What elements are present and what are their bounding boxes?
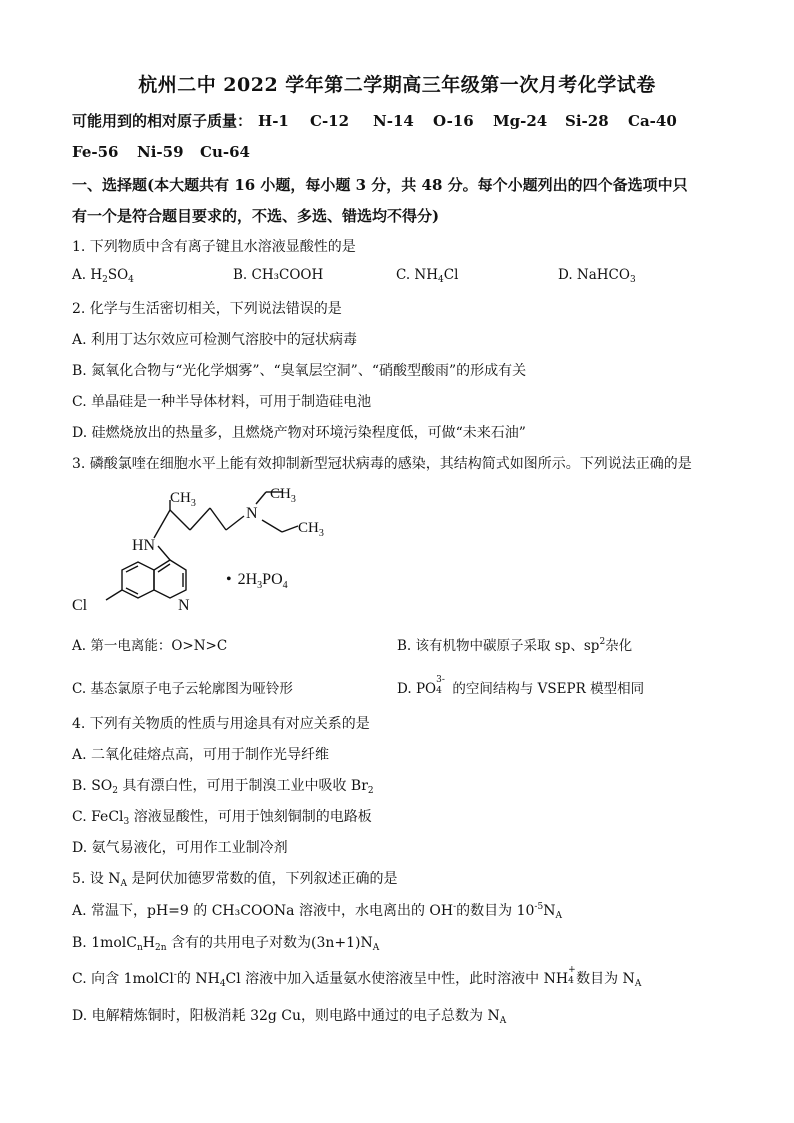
atomic-mass-row-1 — [72, 110, 677, 131]
question-5-option-b: B. $1molC_nH_{2n}$ 含有的共用电子对数为$(3n+1)N_A$ — [72, 935, 380, 953]
question-5-option-d: D. 电解精炼铜时，阳极消耗 32g Cu，则电路中通过的电子总数为 $N_A$ — [72, 1008, 507, 1026]
question-3-option-c: C. 基态氯原子电子云轮廓图为哑铃形 — [72, 681, 293, 697]
atomic-mass-label: 可能用到的相对原子质量： — [72, 112, 253, 130]
chlorine-label: Cl — [72, 597, 88, 614]
question-4-stem: 4. 下列有关物质的性质与用途具有对应关系的是 — [72, 716, 370, 732]
question-3-option-a: A. 第一电离能：O>N>C — [72, 638, 228, 654]
mass-ca: Ca-40 — [628, 112, 677, 130]
question-3-option-d: D. PO 3- 4 的空间结构与 VSEPR 模型相同 — [397, 675, 645, 697]
mass-si: Si-28 — [565, 112, 609, 130]
chloroquine-phosphate-structure — [66, 482, 366, 622]
question-1-option-c: C. $NH_4Cl$ — [396, 267, 459, 285]
question-4-option-c: C. FeCl$_3$ 溶液显酸性，可用于蚀刻铜制的电路板 — [72, 809, 372, 827]
question-5-option-a: A. 常温下，pH=9 的 CH₃COONa 溶液中，水电离出的 OH-的数目为 $10^{-5}N_A$ — [72, 902, 562, 921]
phosphate-salt-label: • $2H_3PO_4$ — [226, 571, 288, 591]
question-4-option-b: B. $SO_2$ 具有漂白性，可用于制溴工业中吸收 $Br_2$ — [72, 778, 374, 796]
question-4-option-a: A. 二氧化硅熔点高，可用于制作光导纤维 — [72, 747, 330, 763]
section-header-line-1: 一、选择题(本大题共有 16 小题，每小题 3 分，共 48 分。每个小题列出的四个备选项中只 — [72, 176, 688, 194]
mass-n: N-14 — [373, 112, 414, 130]
mass-c: C-12 — [310, 112, 350, 130]
question-1-option-a: A. $H_2SO_4$ — [72, 267, 134, 285]
mass-o: O-16 — [433, 112, 474, 130]
question-1-stem: 1. 下列物质中含有离子键且水溶液显酸性的是 — [72, 239, 356, 255]
question-4-option-d: D. 氨气易液化，可用作工业制冷剂 — [72, 840, 288, 856]
methyl-top-label: $CH_3$ — [170, 490, 196, 509]
question-1-option-b: B. CH₃COOH — [233, 267, 324, 283]
secondary-amine-hn-label: HN — [132, 537, 156, 554]
mass-cu: Cu-64 — [200, 143, 250, 161]
methyl-right-label: $CH_3$ — [298, 520, 324, 539]
mass-fe: Fe-56 — [72, 143, 119, 161]
mass-mg: Mg-24 — [493, 112, 548, 130]
atomic-mass-row-2 — [72, 143, 250, 161]
mass-h: H-1 — [258, 112, 289, 130]
question-2-option-a: A. 利用丁达尔效应可检测气溶胶中的冠状病毒 — [72, 332, 358, 348]
question-2-option-d: D. 硅燃烧放出的热量多，且燃烧产物对环境污染程度低，可做“未来石油” — [72, 425, 526, 441]
question-2-stem: 2. 化学与生活密切相关，下列说法错误的是 — [72, 301, 342, 317]
question-3-option-b: B. 该有机物中碳原子采取 sp、$sp^2$杂化 — [397, 637, 633, 654]
tertiary-amine-n-label: N — [246, 505, 258, 522]
question-2-option-c: C. 单晶硅是一种半导体材料，可用于制造硅电池 — [72, 394, 372, 410]
methyl-upper-right-label: $CH_3$ — [270, 486, 296, 505]
question-1-option-d: D. NaHCO$_3$ — [558, 267, 636, 285]
ring-n-label: N — [178, 597, 190, 614]
question-5-option-c: C. 向含 1molCl-的 $NH_4Cl$ 溶液中加入适量氨水使溶液呈中性，此时溶液中 NH + 4 数目为 $N_A$ — [72, 965, 642, 989]
question-5-stem: 5. 设 $N_A$ 是阿伏加德罗常数的值，下列叙述正确的是 — [72, 871, 398, 889]
page-title: 杭州二中 2022 学年第二学期高三年级第一次月考化学试卷 — [138, 74, 656, 96]
section-header-line-2: 有一个是符合题目要求的，不选、多选、错选均不得分) — [72, 207, 440, 225]
question-3-stem: 3. 磷酸氯喹在细胞水平上能有效抑制新型冠状病毒的感染，其结构简式如图所示。下列说法正确的是 — [72, 456, 692, 472]
mass-ni: Ni-59 — [137, 143, 184, 161]
question-2-option-b: B. 氮氧化合物与“光化学烟雾”、“臭氧层空洞”、“硝酸型酸雨”的形成有关 — [72, 363, 527, 379]
